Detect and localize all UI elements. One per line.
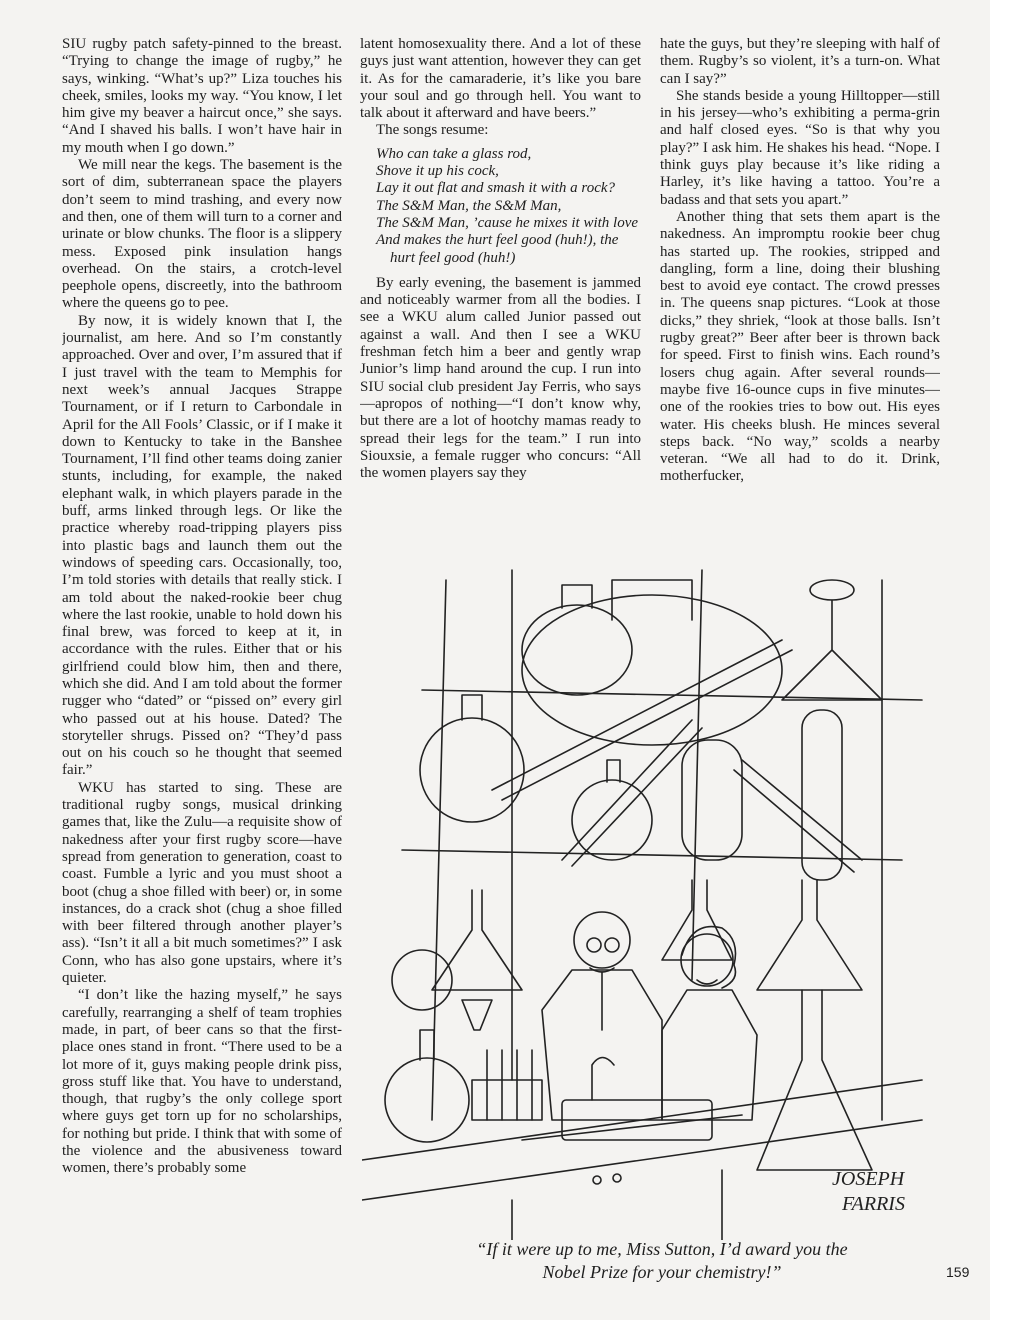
paragraph: WKU has started to sing. These are traditional rugby songs, musical drinking games that, like the Zulu—a requisite show of nakedness after your first rugby score—have spread from generation to generation, coast to coast. Fumble a lyric and you must shoot a boot (chug a shoe filled with beer) or, in some instances, do a crack shot (chug a shoe filled with beer filtered through another player’s ass). “Isn’t it all a bit much sometimes?” I ask Conn, who has also gone upstairs, where it’s quieter. [62, 779, 342, 987]
verse-line: The S&M Man, the S&M Man, [376, 197, 562, 214]
cartoon-caption [362, 1238, 962, 1284]
paragraph: She stands beside a young Hilltopper—still in his jersey—who’s exhibiting a perma-grin and half closed eyes. “So is that why you play?” I ask him. He shakes his head. “Nope. I think guys play because it’s like riding a Harley, it’s like having a tattoo. You’re a badass and that sets you apart.” [660, 87, 940, 208]
article-column-1 [62, 36, 342, 1284]
artist-signature-line2: FARRIS [842, 1193, 905, 1215]
paragraph: hate the guys, but they’re sleeping with half of them. Rugby’s so violent, it’s a turn-on. What can I say?” [660, 36, 940, 87]
article-column-2 [360, 36, 641, 526]
verse-line: Shove it up his cock, [376, 163, 499, 180]
caption-line: “If it were up to me, Miss Sutton, I’d award you the [476, 1239, 848, 1259]
paragraph: We mill near the kegs. The basement is the sort of dim, subterranean space the players don’t seem to mind trashing, and every now and then, one of them will turn to a corner and urinate or blow chunks. The floor is a slippery mess. Exposed pink insulation hangs overhead. On the stairs, a crotch-level peephole opens, discreetly, into the bathroom where the queens go to pee. [62, 157, 342, 312]
paragraph: By early evening, the basement is jammed and noticeably warmer from all the bodies. I see a WKU alum called Junior passed out against a wall. And then I see a WKU freshman fetch him a beer and gently wrap Junior’s limp hand around the cup. I run into SIU social club president Jay Ferris, who says—apropos of nothing—“I don’t know why, but there are a lot of hootchy mamas ready to spread their legs for the team.” I run into Siouxsie, a female rugger who concurs: “All the women players say they [360, 274, 641, 482]
paragraph: SIU rugby patch safety-pinned to the breast. “Trying to change the image of rugby,” he says, winking. “What’s up?” Liza touches his cheek, smiles, looks my way. “You know, I let him give my beaver a haircut once,” she says. “And I shaved his balls. I won’t have hair in my mouth when I go down.” [62, 36, 342, 156]
artist-signature-line1: JOSEPH [832, 1168, 905, 1190]
cartoon-illustration [362, 560, 942, 1240]
paragraph: By now, it is widely known that I, the journalist, am here. And so I’m constantly approached. Over and over, I’m assured that if I just travel with the team to Memphis for next week’s annual Jacques Strappe Tournament, or if I return to Carbondale in April for the All Fools’ Classic, or if I make it down to Kentucky to take in the Banshee Tournament, I’ll find other teams doing zanier stunts, including, for example, the naked elephant walk, in which players parade in the buff, arms linked through legs. Or like the practice whereby road-tripping players piss into plastic bags and launch them out the windows of speeding cars. Occasionally, too, I’m told stories with details that really stick. I am told about the naked-rookie beer chug where the last rookie, unable to hold down his final brew, was forced to keep at it, in accordance with the rules. Either that or his girlfriend could blow him, then and there, which she did. And I am told about the former rugger who “dated” or “pissed on” every girl who passed out at his house. Dated? The storyteller shrugs. Pissed on? “They’d pass out on his couch so he thought that seemed fair.” [62, 312, 342, 779]
verse-line: The S&M Man, ’cause he mixes it with love [376, 214, 639, 231]
caption-line: Nobel Prize for your chemistry!” [542, 1262, 782, 1282]
verse-line: And makes the hurt feel good (huh!), the [376, 232, 619, 249]
paragraph: “I don’t like the hazing myself,” he says carefully, rearranging a shelf of team trophies made, in part, of beer cans so that the first-place ones stand in front. “There used to be a lot more of it, guys making people drink piss, gross stuff like that. You have to understand, though, that rugby’s the only college sport where guys get torn up for no scholarships, for nothing but pride. I think that with some of the violence and the abusiveness toward women, there’s probably some [62, 987, 342, 1177]
page-number: 159 [946, 1264, 970, 1280]
paragraph: The songs resume: [376, 122, 489, 139]
paragraph: Another thing that sets them apart is the nakedness. An impromptu rookie beer chug has started up. The rookies, stripped and dangling, form a line, doing their blushing best to avoid eye contact. The crowd presses in. The queens snap pictures. “Look at those dicks,” they shriek, “look at those balls. Isn’t rugby great?” Beer after beer is thrown back for speed. First to finish wins. Each round’s losers chug again. After several rounds—maybe five 16-ounce cups in five minutes—one of the rookies tries to bow out. His eyes water. His cheeks blush. He minces several steps back. “No way,” scolds a nearby veteran. “We all had to do it. Drink, motherfucker, [660, 208, 940, 485]
verse-line: hurt feel good (huh!) [390, 249, 516, 266]
song-verse [376, 146, 641, 267]
verse-line: Lay it out flat and smash it with a rock? [376, 180, 616, 197]
article-column-3 [660, 36, 940, 526]
paragraph: latent homosexuality there. And a lot of these guys just want attention, however they can get it. As for the camaraderie, it’s like you bare your soul and go through hell. You want to talk about it afterward and have beers.” [360, 36, 641, 122]
verse-line: Who can take a glass rod, [376, 145, 532, 162]
